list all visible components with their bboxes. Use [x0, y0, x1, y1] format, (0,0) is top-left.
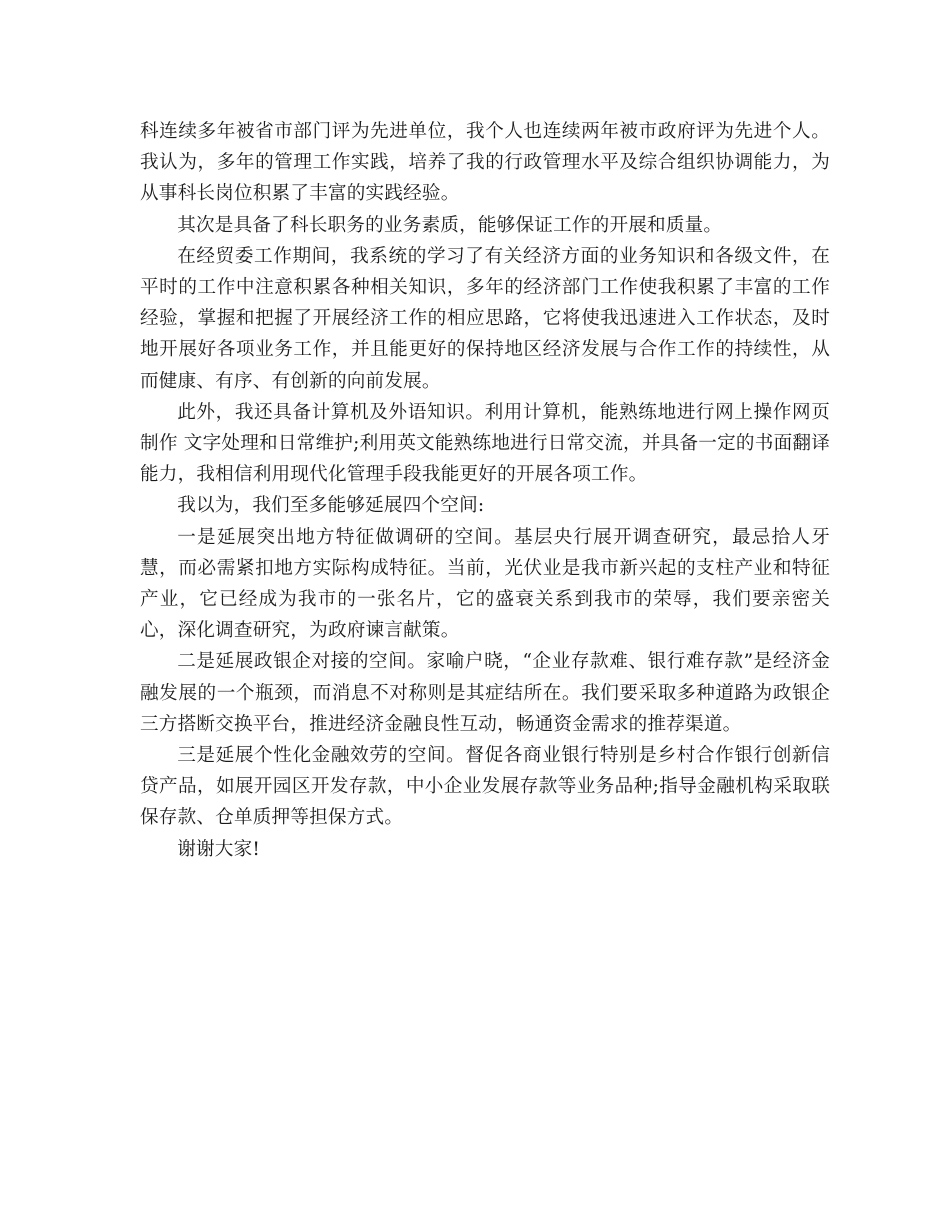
paragraph: 我以为，我们至多能够延展四个空间:	[177, 495, 485, 517]
closing-remark: 谢谢大家!	[177, 838, 261, 860]
paragraph: 三是延展个性化金融效劳的空间。督促各商业银行特别是乡村合作银行创新信贷产品，如展开园区开发存款，中小企业发展存款等业务品种;指导金融机构采取联保存款、仓单质押等担保方式。	[140, 745, 830, 829]
paragraph: 其次是具备了科长职务的业务素质，能够保证工作的开展和质量。	[177, 214, 723, 236]
paragraph: 在经贸委工作期间，我系统的学习了有关经济方面的业务知识和各级文件，在平时的工作中注意积累各种相关知识，多年的经济部门工作使我积累了丰富的工作经验，掌握和把握了开展经济工作的相应思路，它将使我迅速进入工作状态，及时地开展好各项业务工作，并且能更好的保持地区经济发展与合作工作的持续性，从而健康、有序、有创新的向前发展。	[140, 245, 830, 392]
paragraph-continued: 科连续多年被省市部门评为先进单位，我个人也连续两年被市政府评为先进个人。我认为，多年的管理工作实践，培养了我的行政管理水平及综合组织协调能力，为从事科长岗位积累了丰富的实践经验。	[140, 121, 830, 205]
paragraph: 二是延展政银企对接的空间。家喻户晓，“企业存款难、银行难存款”是经济金融发展的一个瓶颈，而消息不对称则是其症结所在。我们要采取多种道路为政银企三方搭断交换平台，推进经济金融良性互动，畅通资金需求的推荐渠道。	[140, 651, 830, 735]
paragraph: 此外，我还具备计算机及外语知识。利用计算机，能熟练地进行网上操作网页制作 文字处理和日常维护;利用英文能熟练地进行日常交流，并具备一定的书面翻译能力，我相信利用现代化管理手段我能更好的开展各项工作。	[140, 401, 830, 486]
paragraph: 一是延展突出地方特征做调研的空间。基层央行展开调查研究，最忌拾人牙慧，而必需紧扣地方实际构成特征。当前，光伏业是我市新兴起的支柱产业和特征产业，它已经成为我市的一张名片，它的盛衰关系到我市的荣辱，我们要亲密关心，深化调查研究，为政府谏言献策。	[140, 526, 830, 642]
document-body	[140, 116, 830, 865]
